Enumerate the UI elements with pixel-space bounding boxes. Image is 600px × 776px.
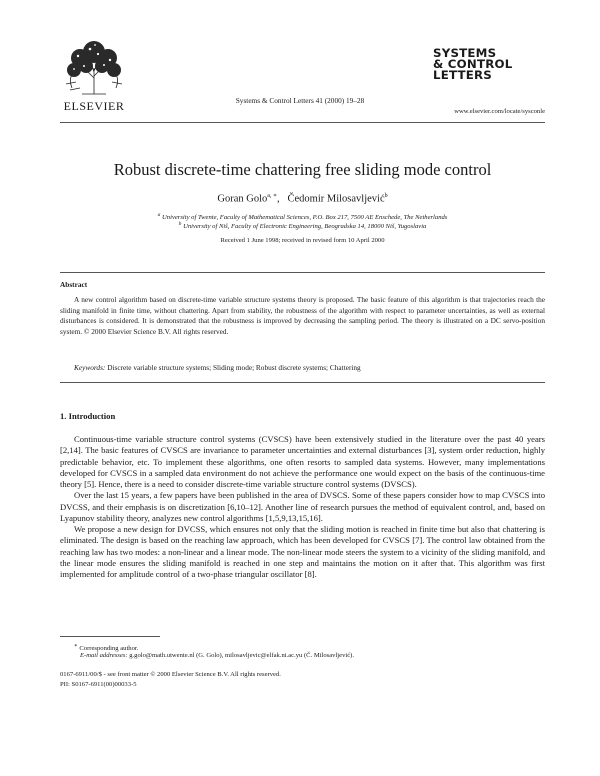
elsevier-logo xyxy=(60,38,128,113)
affiliation-a xyxy=(60,212,545,221)
authors xyxy=(60,192,545,205)
journal-logo xyxy=(433,48,543,81)
author-name: Goran Golo xyxy=(217,193,268,205)
keywords-label: Keywords: xyxy=(74,363,106,372)
footnote-rule xyxy=(60,636,160,637)
header-rule xyxy=(60,122,545,123)
footnote-text: Corresponding author. xyxy=(79,645,139,653)
abstract-text: A new control algorithm based on discrete-time variable structure systems theory is proposed. The basic feature of this algorithm is that trajectories reach the sliding manifold in finite time, without chattering. Apart from stability, the robustness of the algorithm with respect to parameter uncertainties, as well as external disturbances is considered. It is demonstrated that the robustness is improved by decreasing the sampling period. The theory is illustrated on a DC servo-position system. © 2000 Elsevier Science B.V. All rights reserved. xyxy=(60,295,545,336)
email-label: E-mail addresses: xyxy=(80,652,128,659)
received-dates: Received 1 June 1998; received in revised form 10 April 2000 xyxy=(220,237,385,244)
keywords-text: Discrete variable structure systems; Sliding mode; Robust discrete systems; Chattering xyxy=(107,363,361,372)
affiliation-mark: a xyxy=(157,212,161,218)
paper-title: Robust discrete-time chattering free sliding mode control xyxy=(113,160,492,179)
keywords xyxy=(74,363,544,372)
author-affiliation-mark: b xyxy=(384,193,388,199)
paragraph: Over the last 15 years, a few papers have been published in the area of DVSCS. Some of these papers consider how to map CVSCS into DVCSS, and their emphasis is on discretization [6,10–12]. Another line of research pursues the method of equivalent control, and, based on Lyapunov stability theory, analyzes new control algorithms [1,5,9,13,15,16]. xyxy=(60,490,545,523)
footer-pii: PII: S0167-6911(00)00033-5 xyxy=(60,681,137,688)
paragraph: We propose a new design for DVCSS, which ensures not only that the sliding motion is reached in finite time but also that chattering is eliminated. The design is based on the reaching law approach, which has been developed for CVSCS [7]. The control law obtained from the reaching law has two modes: a non-linear and a linear mode. The non-linear mode steers the system to a vicinity of the sliding manifold, and the linear mode ensures the sliding manifold is reached in one step and maintains the motion on it after that. This algorithm was first implemented for amplitude control of a two-phase triangular oscillator [8]. xyxy=(60,524,545,579)
footnote-emails xyxy=(80,652,545,659)
abstract-heading: Abstract xyxy=(60,280,88,289)
abstract-top-rule xyxy=(60,272,545,273)
author-name: Čedomir Milosavljević xyxy=(287,193,385,205)
publisher-name: ELSEVIER xyxy=(63,99,125,113)
author-affiliation-mark: a, ∗ xyxy=(267,193,277,199)
footer-copyright: 0167-6911/00/$ - see front matter © 2000 Elsevier Science B.V. All rights reserved. xyxy=(60,671,281,678)
affiliation-text: University of Twente, Faculty of Mathematical Sciences, P.O. Box 217, 7500 AE Enschede, The Netherlands xyxy=(162,214,448,222)
paragraph: Continuous-time variable structure control systems (CVSCS) have been extensively studied in the literature over the past 40 years [2,14]. The basic features of CVSCS are invariance to parameter uncertainties and external disturbances [3], system order reduction, highly predictable behavior, etc. To implement these algorithms, one often resorts to sampled data systems. However, many implementations developed for CVSCS in a sampled data environment do not achieve the performance one would expect on the basis of the continuous-time theory [5]. Hence, there is a need to consider discrete-time variable structure control systems (DVSCS). xyxy=(60,434,545,489)
footnote-corresponding xyxy=(74,643,138,652)
affiliation-b xyxy=(60,221,545,230)
journal-logo-line: & CONTROL xyxy=(433,57,513,71)
section-heading: 1. Introduction xyxy=(60,411,116,421)
author-separator: , xyxy=(277,193,280,205)
email-text: g.golo@math.utwente.nl (G. Golo), milosavljevic@elfak.ni.ac.yu (Č. Milosavljević). xyxy=(129,652,354,659)
footnote-mark: ∗ xyxy=(74,643,78,649)
abstract-bottom-rule xyxy=(60,382,545,383)
journal-logo-line: LETTERS xyxy=(433,68,492,82)
affiliation-mark: b xyxy=(178,221,182,227)
affiliation-text: University of Niš, Faculty of Electronic Engineering, Beogradska 14, 18000 Niš, Yugoslavia xyxy=(183,223,427,231)
elsevier-tree-icon xyxy=(60,38,128,96)
journal-logo-line: SYSTEMS xyxy=(433,46,497,60)
journal-citation: Systems & Control Letters 41 (2000) 19–28 xyxy=(235,96,365,105)
section-body xyxy=(60,434,545,580)
journal-url: www.elsevier.com/locate/sysconle xyxy=(454,108,545,115)
